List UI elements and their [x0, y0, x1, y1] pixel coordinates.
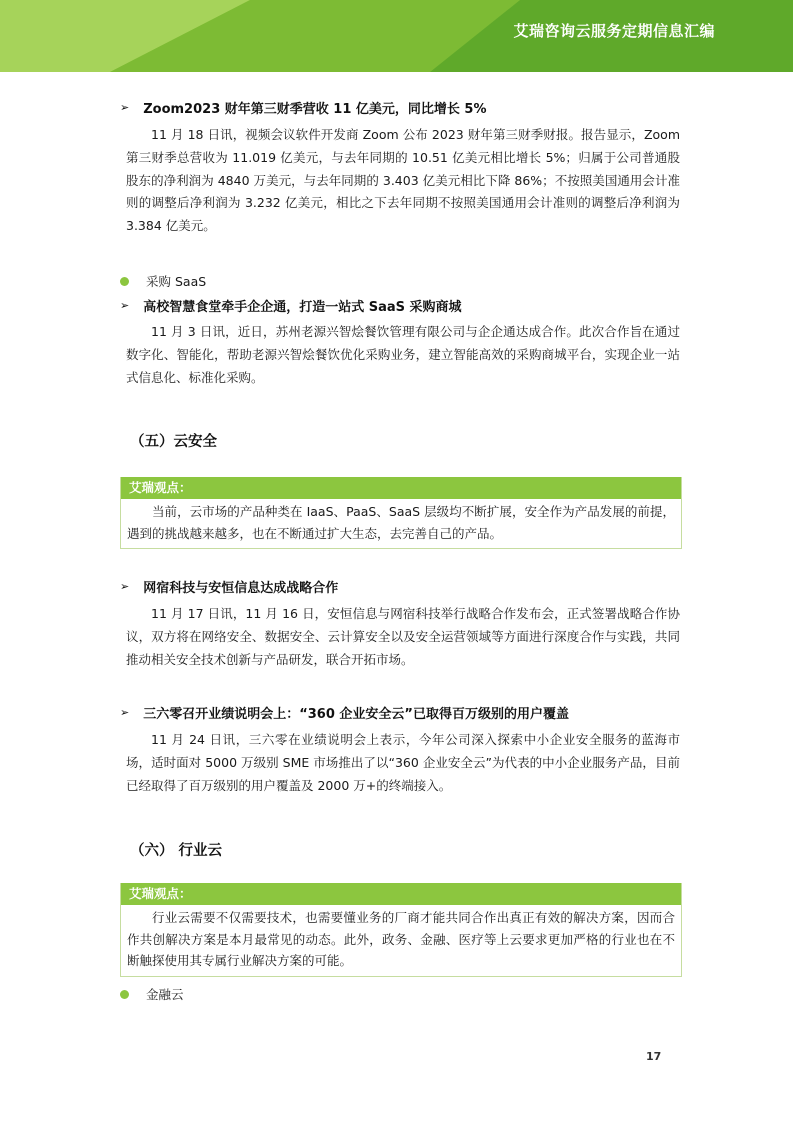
viewpoint-label: 艾瑞观点： [121, 883, 681, 905]
viewpoint-label: 艾瑞观点： [121, 477, 681, 499]
arrow-bullet-icon: ➢ [120, 299, 130, 312]
bullet-text: 采购 SaaS [146, 274, 207, 289]
paragraph-zoom: 11 月 18 日讯，视频会议软件开发商 Zoom 公布 2023 财年第三财季财报。报告显示，Zoom 第三财季总营收为 11.019 亿美元，与去年同期的 10.51 亿美元相比增长 5%；归属于公司普通股股东的净利润为 4840 万美元，与去年同期的 3.403 亿美元相比下降 86%；不按照美国通用会计准则的调整后净利润为 3.232 亿美元，相比之下去年同期不按照美国通用会计准则的调整后净利润为 3.384 亿美元。 [126, 127, 680, 234]
news-heading-saas [120, 296, 462, 315]
news-heading-wangsu [120, 577, 338, 596]
arrow-bullet-icon: ➢ [120, 580, 130, 593]
heading-text: 网宿科技与安恒信息达成战略合作 [143, 581, 339, 596]
news-heading-360 [120, 703, 569, 722]
heading-text: 高校智慧食堂牵手企企通，打造一站式 SaaS 采购商城 [143, 300, 462, 315]
paragraph-saas: 11 月 3 日讯，近日，苏州老源兴智烩餐饮管理有限公司与企企通达成合作。此次合作旨在通过数字化、智能化，帮助老源兴智烩餐饮优化采购业务，建立智能高效的采购商城平台，实现企业一站式信息化、标准化采购。 [126, 324, 680, 385]
section-title-industry-cloud: （六） 行业云 [130, 843, 223, 859]
heading-text: Zoom2023 财年第三财季营收 11 亿美元，同比增长 5% [143, 102, 487, 117]
paragraph-360: 11 月 24 日讯，三六零在业绩说明会上表示，今年公司深入探索中小企业安全服务的蓝海市场，适时面对 5000 万级别 SME 市场推出了以“360 企业安全云”为代表的中小企业服务产品，目前已经取得了百万级别的用户覆盖及 2000 万+的终端接入。 [126, 732, 680, 793]
page-header [0, 0, 793, 72]
viewpoint-box-industry [120, 883, 682, 977]
news-heading-zoom [120, 98, 487, 117]
bullet-saas [120, 272, 206, 290]
arrow-bullet-icon: ➢ [120, 101, 130, 114]
heading-text: 三六零召开业绩说明会上：“360 企业安全云”已取得百万级别的用户覆盖 [143, 707, 569, 722]
page-number: 17 [646, 1050, 662, 1063]
viewpoint-text: 当前，云市场的产品种类在 IaaS、PaaS、SaaS 层级均不断扩展，安全作为产品发展的前提，遇到的挑战越来越多，也在不断通过扩大生态，去完善自己的产品。 [127, 504, 675, 541]
viewpoint-text: 行业云需要不仅需要技术，也需要懂业务的厂商才能共同合作出真正有效的解决方案，因而合作共创解决方案是本月最常见的动态。此外，政务、金融、医疗等上云要求更加严格的行业也在不断触探使用其专属行业解决方案的可能。 [127, 910, 675, 968]
bullet-finance-cloud [120, 985, 184, 1003]
bullet-text: 金融云 [146, 987, 184, 1002]
section-title-cloud-security: （五）云安全 [130, 434, 217, 450]
green-dot-icon [120, 277, 129, 286]
arrow-bullet-icon: ➢ [120, 706, 130, 719]
viewpoint-box-security [120, 477, 682, 549]
header-title: 艾瑞咨询云服务定期信息汇编 [513, 22, 715, 40]
green-dot-icon [120, 990, 129, 999]
paragraph-wangsu: 11 月 17 日讯，11 月 16 日，安恒信息与网宿科技举行战略合作发布会，正式签署战略合作协议，双方将在网络安全、数据安全、云计算安全以及安全运营领域等方面进行深度合作与实践，共同推动相关安全技术创新与产品研发，联合开拓市场。 [126, 606, 680, 667]
